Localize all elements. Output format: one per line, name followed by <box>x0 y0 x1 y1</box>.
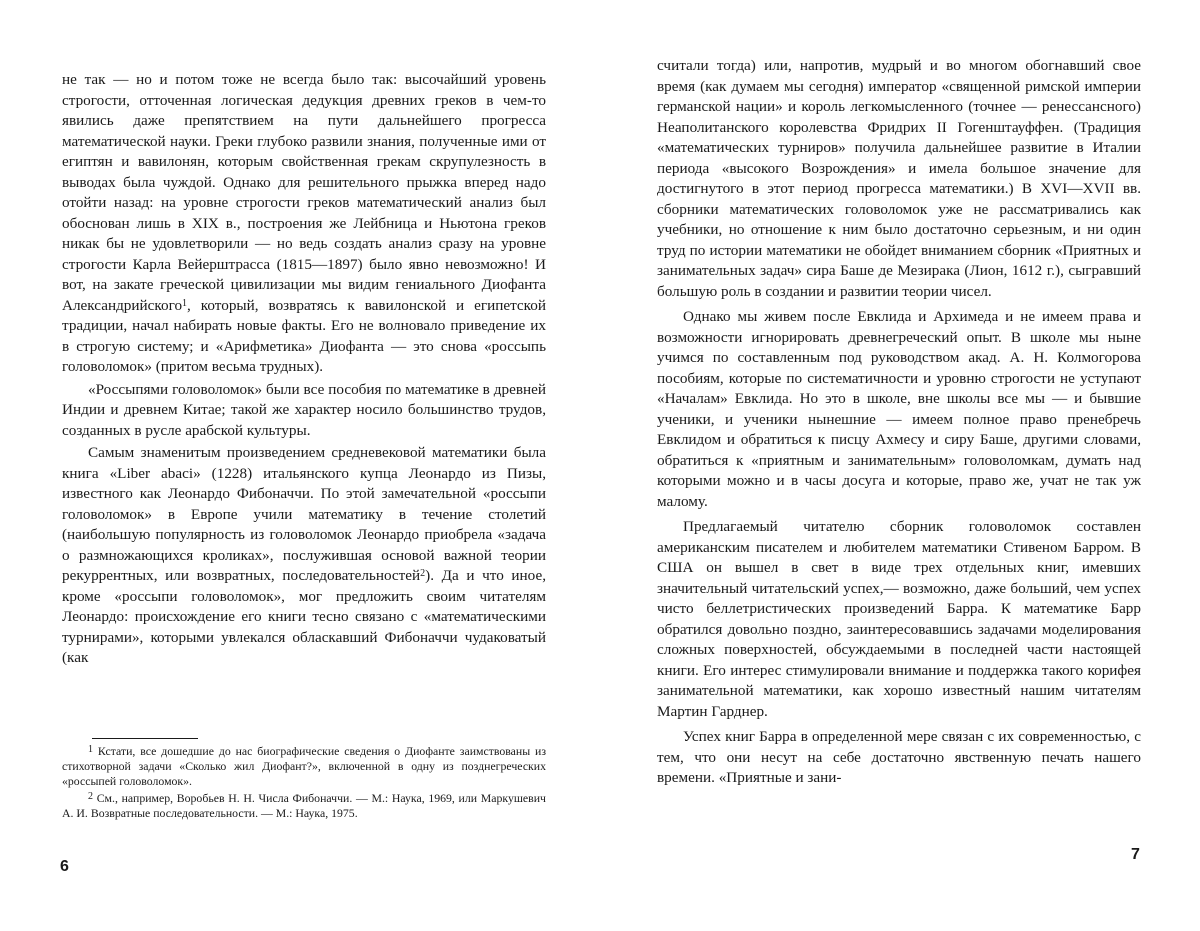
paragraph: не так — но и потом тоже не всегда было так: высочайший уровень строгости, отточенная логическая дедукция древних греков в чем-то явились даже препятствием на пути дальнейшего прогресса математической науки. Греки глубоко развили знания, полученные ими от египтян и вавилонян, которым свойственная грекам скрупулезность в выводах была чуждой. Однако для решительного прыжка вперед надо отойти назад: на уровне строгости греков математический анализ был обоснован лишь в XIX в., построения же Лейбница и Ньютона греков никак бы не удовлетворили — но ведь создать анализ сразу на уровне строгости Карла Вейерштрасса (1815—1897) было явно невозможно! И вот, на закате греческой цивилизации мы видим гениального Диофанта Александрийского$^1$, который, возвратясь к вавилонской и египетской традиции, начал набирать новые факты. Его не волновало приведение их в строгую систему; и «Арифметика» Диофанта — это снова «россыпь головоломок» (притом весьма трудных). <box>62 71 546 375</box>
footnote: $^1$ Кстати, все дошедшие до нас биографические сведения о Диофанте заимствованы из стихотворной задачи «Сколько жил Диофант?», включенной в одну из позднегреческих «россыпей головоломок». <box>62 744 546 788</box>
paragraph: считали тогда) или, напротив, мудрый и во многом обогнавший свое время (как думаем мы сегодня) император «священной римской империи германской нации» и король легкомысленного (точнее — ренессансного) Неаполитанского королевства Фридрих II Гогенштауффен. (Традиция «математических турниров» получила дальнейшее развитие в Италии периода «высокого Возрождения» и имела большое значение для достигнутого в этот период прогресса математики.) В XVI—XVII вв. сборники математических головоломок уже не рассматривались как учебники, но отношение к ним было достаточно серьезным, и ни один труд по истории математики не обойдет вниманием сборник «Приятных и занимательных задач» сира Баше де Мезирака (Лион, 1612 г.), сыгравший большую роль в создании и развитии теории чисел. <box>657 57 1141 300</box>
footnotes <box>62 744 546 823</box>
paragraph: Предлагаемый читателю сборник головоломок составлен американским писателем и любителем математики Стивеном Барром. В США он вышел в свет в виде трех отдельных книг, имевших значительный читательский успех,— возможно, даже больший, чем успех чисто беллетристических произведений Барра. К математике Барр обратился довольно поздно, заинтересовавшись задачами моделирования сложных поверхностей, обсуждаемыми в последней части настоящей книги. Его интерес стимулировали внимание и поддержка такого корифея занимательной математики, как хорошо известный нашим читателям Мартин Гарднер. <box>657 518 1141 720</box>
footnote-ref: 2 <box>420 568 426 579</box>
page-number: 7 <box>1131 846 1140 863</box>
paragraph: Однако мы живем после Евклида и Архимеда и не имеем права и возможности игнорировать древнегреческий опыт. В школе мы ныне учимся по составленным под руководством акад. А. Н. Колмогорова пособиям, которые по систематичности и уровню строгости не уступают «Началам» Евклида. Но это в школе, вне школы все мы — и бывшие ученики, и ученики нынешние — имеем полное право пренебречь Евклидом и обратиться к писцу Ахмесу и сиру Баше, другими словами, обратиться к «приятным и занимательным» головоломкам, думать над которыми можно и в часы досуга и которые, право же, учат не так уж малому. <box>657 308 1141 510</box>
footnote-ref: 1 <box>182 297 188 309</box>
paragraph: Самым знаменитым произведением средневековой математики была книга «Liber abaci» (1228) итальянского купца Леонардо из Пизы, известного как Леонардо Фибоначчи. По этой замечательной «россыпи головоломок» в Европе учили математику в течение столетий (наибольшую популярность из головоломок Леонардо приобрела «задача о размножающихся кроликах», послужившая основой важной теории рекуррентных, или возвратных, последовательностей$^2$). Да и что иное, кроме «россыпи головоломок», мог предложить своим читателям Леонардо: происхождение его книги тесно связано с «математическими турнирами», которыми увлекался обласкавший Фибоначчи чудаковатый (как <box>62 444 546 666</box>
left-page <box>62 0 546 931</box>
paragraph: Успех книг Барра в определенной мере связан с их современностью, с тем, что они несут на себе достаточно явственную печать нашего времени. «Приятные и зани- <box>657 728 1141 786</box>
right-page-text <box>657 56 1141 789</box>
right-page <box>657 0 1141 931</box>
footnote: $^2$ См., например, Воробьев Н. Н. Числа Фибоначчи. — М.: Наука, 1969, или Маркушевич А. И. Возвратные последовательности. — М.: Наука, 1975. <box>62 791 546 820</box>
paragraph: «Россыпями головоломок» были все пособия по математике в древней Индии и древнем Китае; такой же характер носило большинство трудов, созданных в русле арабской культуры. <box>62 380 546 439</box>
left-page-text <box>62 70 546 669</box>
footnote-divider <box>92 738 198 739</box>
page-number: 6 <box>60 858 69 875</box>
